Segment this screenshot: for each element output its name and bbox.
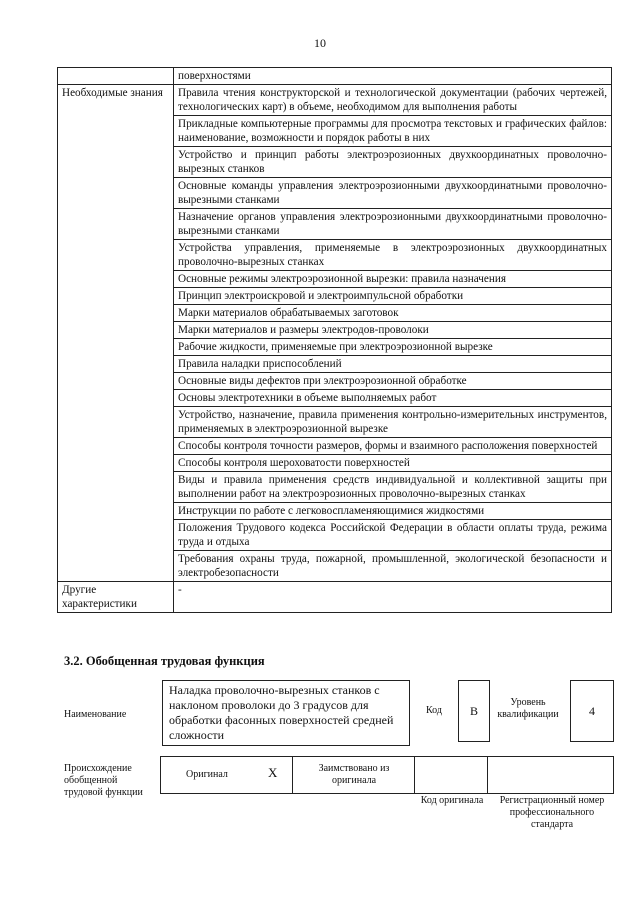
table-row [58,68,612,85]
section-title: 3.2. Обобщенная трудовая функция [64,654,265,668]
qualification-level-value: 4 [570,680,614,742]
knowledge-item: Принцип электроискровой и электроимпульсной обработки [174,288,612,305]
table-row [58,582,612,613]
knowledge-item: Способы контроля шероховатости поверхностей [174,455,612,472]
top-row-text: поверхностями [174,68,612,85]
other-characteristics-value: - [174,582,612,613]
original-label: Оригинал [186,769,228,780]
knowledge-item: Устройство и принцип работы электроэрозионных двухкоординатных проволочно-вырезных станков [174,147,612,178]
original-mark: X [268,765,278,780]
code-original-caption: Код оригинала [420,795,484,806]
name-label: Наименование [64,709,127,720]
origin-label: Происхождение обобщенной трудовой функции [64,763,143,798]
code-value: В [458,680,490,742]
knowledge-item: Положения Трудового кодекса Российской Федерации в области оплаты труда, режима труда и отдыха [174,520,612,551]
knowledge-item: Основы электротехники в объеме выполняемых работ [174,390,612,407]
other-characteristics-label: Другие характеристики [58,582,174,613]
knowledge-item: Виды и правила применения средств индивидуальной и коллективной защиты при выполнении работ на электроэрозионных проволочно-вырезных станках [174,472,612,503]
knowledge-item: Прикладные компьютерные программы для просмотра текстовых и графических файлов: наименование, возможности и порядок работы в них [174,116,612,147]
qualification-level-label: Уровень квалификации [497,697,559,720]
knowledge-item: Основные режимы электроэрозионной вырезки: правила назначения [174,271,612,288]
knowledge-item: Способы контроля точности размеров, формы и взаимного расположения поверхностей [174,438,612,455]
knowledge-item: Устройство, назначение, правила применения контрольно-измерительных инструментов, применяемых в электроэрозионной вырезке [174,407,612,438]
borrowed-label: Заимствовано из оригинала [318,763,390,786]
requirements-table [57,67,612,613]
knowledge-item: Марки материалов обрабатываемых заготовок [174,305,612,322]
empty-cell [58,68,174,85]
table-row [58,85,612,116]
function-name-value: Наладка проволочно-вырезных станков с наклоном проволоки до 3 градусов для обработки фасонных поверхностей средней сложности [162,680,410,746]
registration-number-box [487,756,614,794]
knowledge-item: Требования охраны труда, пожарной, промышленной, экологической безопасности и электробезопасности [174,551,612,582]
knowledge-item: Устройства управления, применяемые в электроэрозионных двухкоординатных проволочно-вырезных станках [174,240,612,271]
knowledge-item: Рабочие жидкости, применяемые при электроэрозионной вырезке [174,339,612,356]
page-number: 10 [314,36,326,50]
code-label: Код [426,705,442,716]
knowledge-item: Правила чтения конструкторской и технологической документации (рабочих чертежей, технологических карт) в объеме, необходимом для выполнения работы [174,85,612,116]
knowledge-item: Основные команды управления электроэрозионными двухкоординатными проволочно-вырезными станками [174,178,612,209]
origin-divider [414,756,415,793]
knowledge-item: Инструкции по работе с легковоспламеняющимися жидкостями [174,503,612,520]
knowledge-item: Основные виды дефектов при электроэрозионной обработке [174,373,612,390]
knowledge-label: Необходимые знания [58,85,174,582]
knowledge-item: Марки материалов и размеры электродов-проволоки [174,322,612,339]
origin-divider [292,756,293,793]
knowledge-item: Назначение органов управления электроэрозионными двухкоординатными проволочно-вырезными станками [174,209,612,240]
knowledge-item: Правила наладки приспособлений [174,356,612,373]
registration-caption: Регистрационный номер профессионального стандарта [499,795,605,830]
